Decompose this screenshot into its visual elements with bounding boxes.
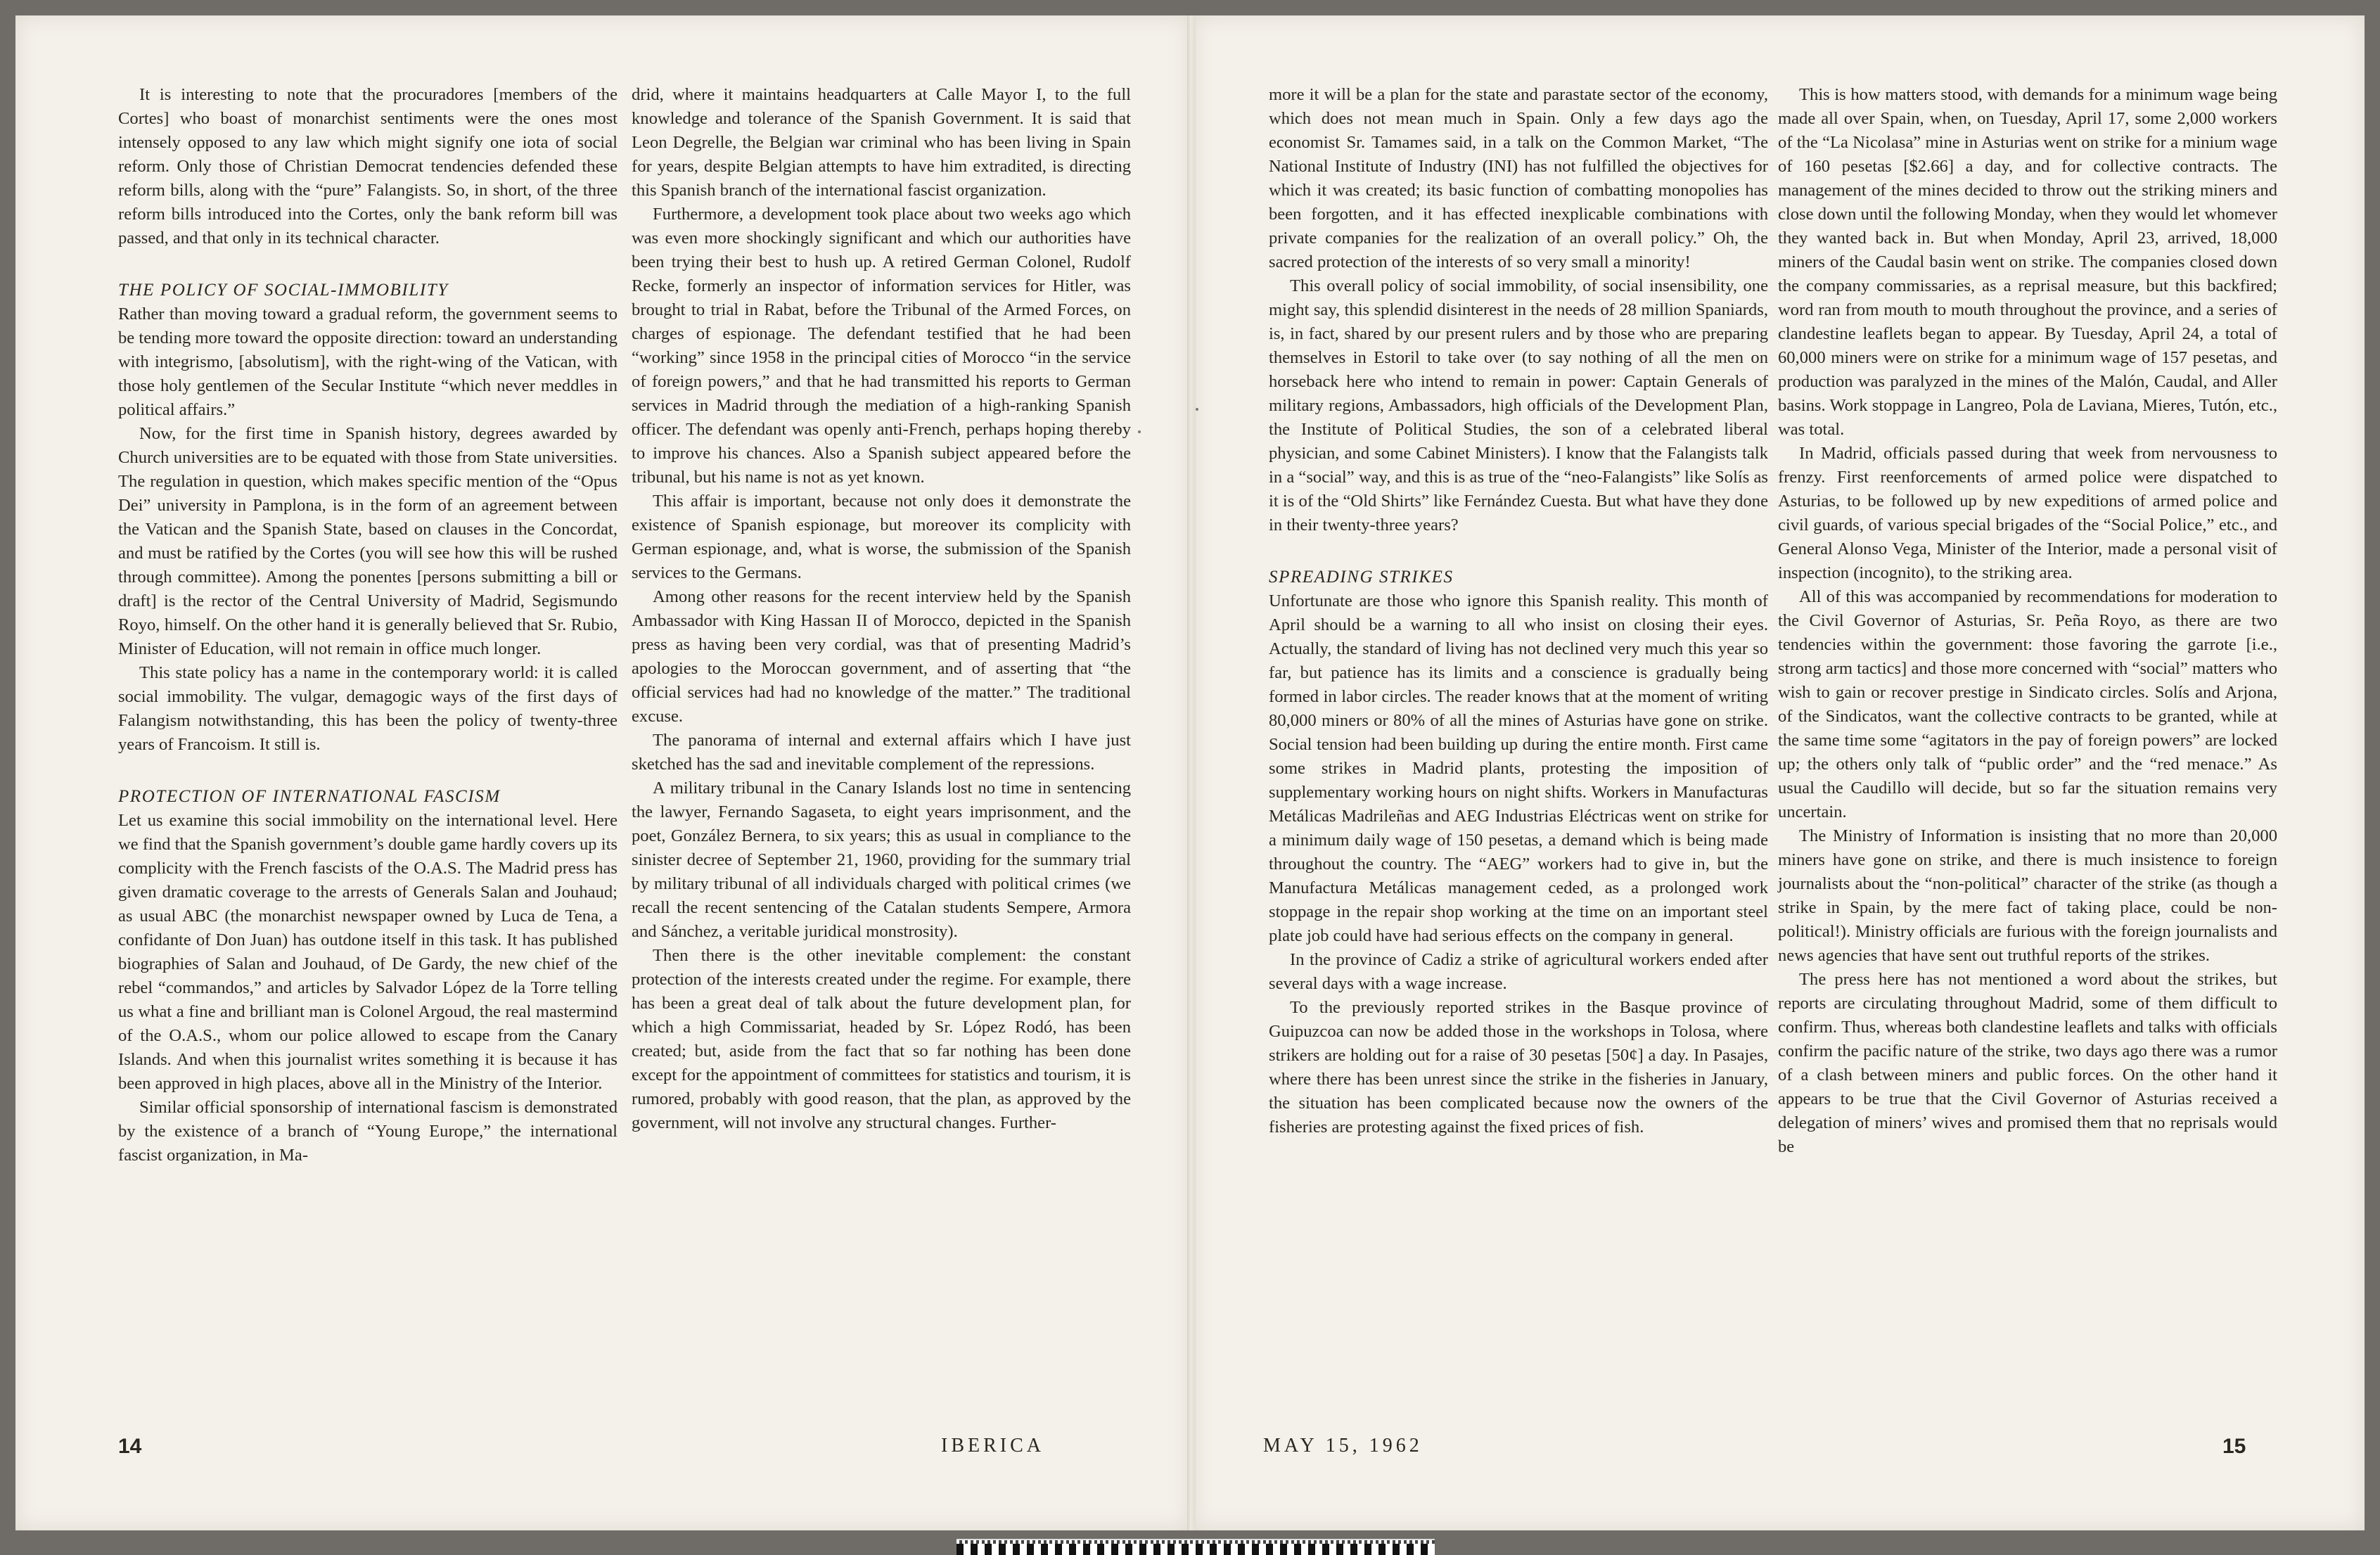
paragraph: The press here has not mentioned a word about the strikes, but reports are circulating throughout Madrid, some of them difficult to confirm. Thus, whereas both clandestine leaflets and talks with officials confirm the pacific nature of the strike, two days ago there was a rumor of a clash between miners and public forces. On the other hand it appears to be true that the Civil Governor of Asturias received a delegation of miners’ wives and promised them that no reprisals would be <box>1778 970 2277 1156</box>
paragraph: Then there is the other inevitable complement: the constant protection of the interests created under the regime. For example, there has been a great deal of talk about the future development plan, for which a high Commissariat, headed by Sr. López Rodó, has been created; but, aside from the fact that so far nothing has been done except for the appointment of committees for statistics and tourism, it is rumored, probably with good reason, that the plan, as approved by the government, will not involve any structural changes. Further- <box>632 946 1131 1132</box>
paragraph: Among other reasons for the recent interview held by the Spanish Ambassador with King Hassan II of Morocco, depicted in the Spanish press as having been very cordial, was that of presenting Madrid’s apologies to the Moroccan government, and of asserting that “the official services had had no knowledge of the matter.” The traditional excuse. <box>632 587 1131 726</box>
book-gutter <box>1187 15 1196 1530</box>
running-head-left: IBERICA <box>941 1435 1044 1457</box>
paragraph: A military tribunal in the Canary Islands lost no time in sentencing the lawyer, Fernando Sagaseta, to eight years imprisonment, and the poet, González Bernera, to six years; this as usual in compliance to the sinister decree of September 21, 1960, providing for the summary trial by military tribunal of all individuals charged with political crimes (we recall the recent sentencing of the Catalan students Sempere, Armora and Sánchez, a veritable juridical monstrosity). <box>632 779 1131 941</box>
paragraph: Furthermore, a development took place about two weeks ago which was even more shockingly significant and which our authorities have been trying their best to hush up. A retired German Colonel, Rudolf Recke, formerly an inspector of information services for Hitler, was brought to trial in Rabat, before the Tribunal of the Armed Forces, on charges of espionage. The defendant testified that he had been “working” since 1958 in the principal cities of Morocco “in the service of foreign powers,” and that he had transmitted his reports to German services in Madrid through the mediation of a high-ranking Spanish officer. The defendant was openly anti-French, perhaps hoping thereby to improve his chances. Also a Spanish subject appeared before the tribunal, but his name is not as yet known. <box>632 205 1131 487</box>
paragraph: This is how matters stood, with demands for a minimum wage being made all over Spain, when, on Tuesday, April 17, some 2,000 workers of the “La Nicolasa” mine in Asturias went on strike for a minium wage of 160 pesetas [$2.66] a day, and for collective contracts. The management of the mines decided to throw out the striking miners and close down until the following Monday, when they would let whomever they wanted back in. But when Monday, April 23, arrived, 18,000 miners of the Caudal basin went on strike. The companies closed down the company commissaries, as a reprisal measure, but this backfired; word ran from mouth to mouth throughout the province, and a series of clandestine leaflets began to appear. By Tuesday, April 24, a total of 60,000 miners were on strike for a minimum wage of 157 pesetas, and production was paralyzed in the mines of the Malón, Caudal, and Aller basins. Work stoppage in Langreo, Pola de Laviana, Mieres, Tutón, etc., was total. <box>1778 85 2277 439</box>
running-head-right: MAY 15, 1962 <box>1263 1435 1423 1457</box>
paragraph: Now, for the first time in Spanish history, degrees awarded by Church universities are to be equated with those from State universities. The regulation in question, which makes specific mention of the “Opus Dei” university in Pamplona, is in the form of an agreement between the Vatican and the Spanish State, based on clauses in the Concordat, and must be ratified by the Cortes (you will see how this will be rushed through committee). Among the ponentes [persons submitting a bill or draft] is the rector of the Central University of Madrid, Segismundo Royo, himself. On the other hand it is generally believed that Sr. Rubio, Minister of Education, will not remain in office much longer. <box>118 424 618 658</box>
paragraph: drid, where it maintains headquarters at Calle Mayor I, to the full knowledge and tolerance of the Spanish Government. It is said that Leon Degrelle, the Belgian war criminal who has been living in Spain for years, despite Belgian attempts to have him extradited, is directing this Spanish branch of the international fascist organization. <box>632 85 1131 200</box>
paragraph: Similar official sponsorship of international fascism is demonstrated by the existence of a branch of “Young Europe,” the international fascist organization, in Ma- <box>118 1098 618 1165</box>
paragraph: Unfortunate are those who ignore this Spanish reality. This month of April should be a warning to all who insist on closing their eyes. Actually, the standard of living has not declined very much this year so far, but patience has its limits and a conscience is gradually being formed in labor circles. The reader knows that at the moment of writing 80,000 miners or 80% of all the mines of Asturias have gone on strike. Social tension had been building up during the entire month. First came some strikes in Madrid plants, protesting the imposition of supplementary working hours on night shifts. Workers in Manufacturas Metálicas Madrileñas and AEG Industrias Eléctricas went on strike for a minimum daily wage of 150 pesetas, a demand which is being made throughout the country. The “AEG” workers had to give in, but the Manufactura Metálicas management ceded, as a prolonged work stoppage in the repair shop working at the time on an important steel plate job could have had serious effects on the company in general. <box>1269 591 1768 945</box>
section-heading-spreading-strikes: SPREADING STRIKES <box>1269 568 1454 587</box>
page-number-left: 14 <box>118 1435 142 1458</box>
right-page-column-1 <box>1269 83 1768 1139</box>
paragraph: This state policy has a name in the contemporary world: it is called social immobility. The vulgar, demagogic ways of the first days of Falangism notwithstanding, this has been the policy of twenty-three years of Francoism. It still is. <box>118 663 618 754</box>
left-page-column-1 <box>118 83 618 1167</box>
paragraph: In Madrid, officials passed during that week from nervousness to frenzy. First reenforcements of armed police were dispatched to Asturias, to be followed up by new expeditions of armed police and civil guards, of various special brigades of the “Social Police,” etc., and General Alonso Vega, Minister of the Interior, made a personal visit of inspection (incognito), to the striking area. <box>1778 444 2277 582</box>
paper-speck <box>1196 408 1198 411</box>
paragraph: The panorama of internal and external affairs which I have just sketched has the sad and inevitable complement of the repressions. <box>632 731 1131 774</box>
left-page-column-2 <box>632 83 1131 1135</box>
paragraph: This overall policy of social immobility, of social insensibility, one might say, this splendid disinterest in the needs of 28 million Spaniards, is, in fact, shared by our present rulers and by those who are preparing themselves in Estoril to take over (to say nothing of all the men on horseback here who intend to remain in power: Captain Generals of military regions, Ambassadors, high officials of the Development Plan, the Institute of Political Studies, the son of a celebrated liberal physician, and some Cabinet Ministers). I know that the Falangists talk in a “social” way, and this is as true of the “neo-Falangists” like Solís as it is of the “Old Shirts” like Fernández Cuesta. But what have they done in their twenty-three years? <box>1269 276 1768 535</box>
paragraph: Rather than moving toward a gradual reform, the government seems to be tending more toward the opposite direction: toward an understanding with integrismo, [absolutism], with the right-wing of the Vatican, with those holy gentlemen of the Secular Institute “which never meddles in political affairs.” <box>118 305 618 419</box>
section-heading-international-fascism: PROTECTION OF INTERNATIONAL FASCISM <box>118 787 501 806</box>
paragraph: The Ministry of Information is insisting that no more than 20,000 miners have gone on strike, and there is much insistence to foreign journalists about the “non-political” character of the strike (as though a strike in Spain, by the mere fact of taking place, could be non-political!). Ministry officials are furious with the foreign journalists and news agencies that have sent out truthful reports of the strikes. <box>1778 826 2277 965</box>
paragraph: more it will be a plan for the state and parastate sector of the economy, which does not mean much in Spain. Only a few days ago the economist Sr. Tamames said, in a talk on the Common Market, “The National Institute of Industry (INI) has not fulfilled the objectives for which it was created; its basic function of combatting monopolies has been forgotten, and it has effected inexplicable combinations with private companies for the realization of an overall policy.” Oh, the sacred protection of the interests of so very small a minority! <box>1269 85 1768 271</box>
paragraph: In the province of Cadiz a strike of agricultural workers ended after several days with a wage increase. <box>1269 950 1768 993</box>
scan-color-ruler <box>957 1539 1435 1555</box>
paragraph: This affair is important, because not only does it demonstrate the existence of Spanish espionage, but moreover its complicity with German espionage, and, what is worse, the submission of the Spanish services to the Germans. <box>632 492 1131 582</box>
paragraph: To the previously reported strikes in the Basque province of Guipuzcoa can now be added those in the workshops in Tolosa, where strikers are holding out for a raise of 30 pesetas [50¢] a day. In Pasajes, where there has been unrest since the strike in the fisheries in January, the situation has been complicated because now the owners of the fisheries are protesting against the fixed prices of fish. <box>1269 998 1768 1137</box>
page-number-right: 15 <box>2222 1435 2246 1458</box>
section-heading-social-immobility: THE POLICY OF SOCIAL-IMMOBILITY <box>118 281 449 300</box>
paper-speck <box>1138 430 1141 433</box>
paragraph: Let us examine this social immobility on the international level. Here we find that the Spanish government’s double game hardly covers up its complicity with the French fascists of the O.A.S. The Madrid press has given dramatic coverage to the arrests of Generals Salan and Jouhaud; as usual ABC (the monarchist newspaper owned by Luca de Tena, a confidante of Don Juan) has outdone itself in this task. It has published biographies of Salan and Jouhaud, of De Gardy, the new chief of the rebel “commandos,” and articles by Salvador López de la Torre telling us what a fine and brilliant man is Colonel Argoud, the real mastermind of the O.A.S., whom our police allowed to escape from the Canary Islands. And when this journalist writes something it is because it has been approved in high places, above all in the Ministry of the Interior. <box>118 811 618 1093</box>
paragraph: It is interesting to note that the procuradores [members of the Cortes] who boast of monarchist sentiments were the ones most intensely opposed to any law which might signify one iota of social reform. Only those of Christian Democrat tendencies defended these reform bills, along with the “pure” Falangists. So, in short, of the three reform bills introduced into the Cortes, only the bank reform bill was passed, and that only in its technical character. <box>118 85 618 248</box>
paragraph: All of this was accompanied by recommendations for moderation to the Civil Governor of Asturias, Sr. Peña Royo, as there are two tendencies within the government: those favoring the garrote [i.e., strong arm tactics] and those more concerned with “social” matters who wish to gain or recover prestige in Sindicato circles. Solís and Arjona, of the Sindicatos, want the collective contracts to be granted, while at the same time some “agitators in the pay of foreign powers” are locked up; the others only talk of “public order” and the “red menace.” As usual the Caudillo will decide, but so far the situation remains very uncertain. <box>1778 587 2277 821</box>
right-page-column-2 <box>1778 83 2277 1159</box>
